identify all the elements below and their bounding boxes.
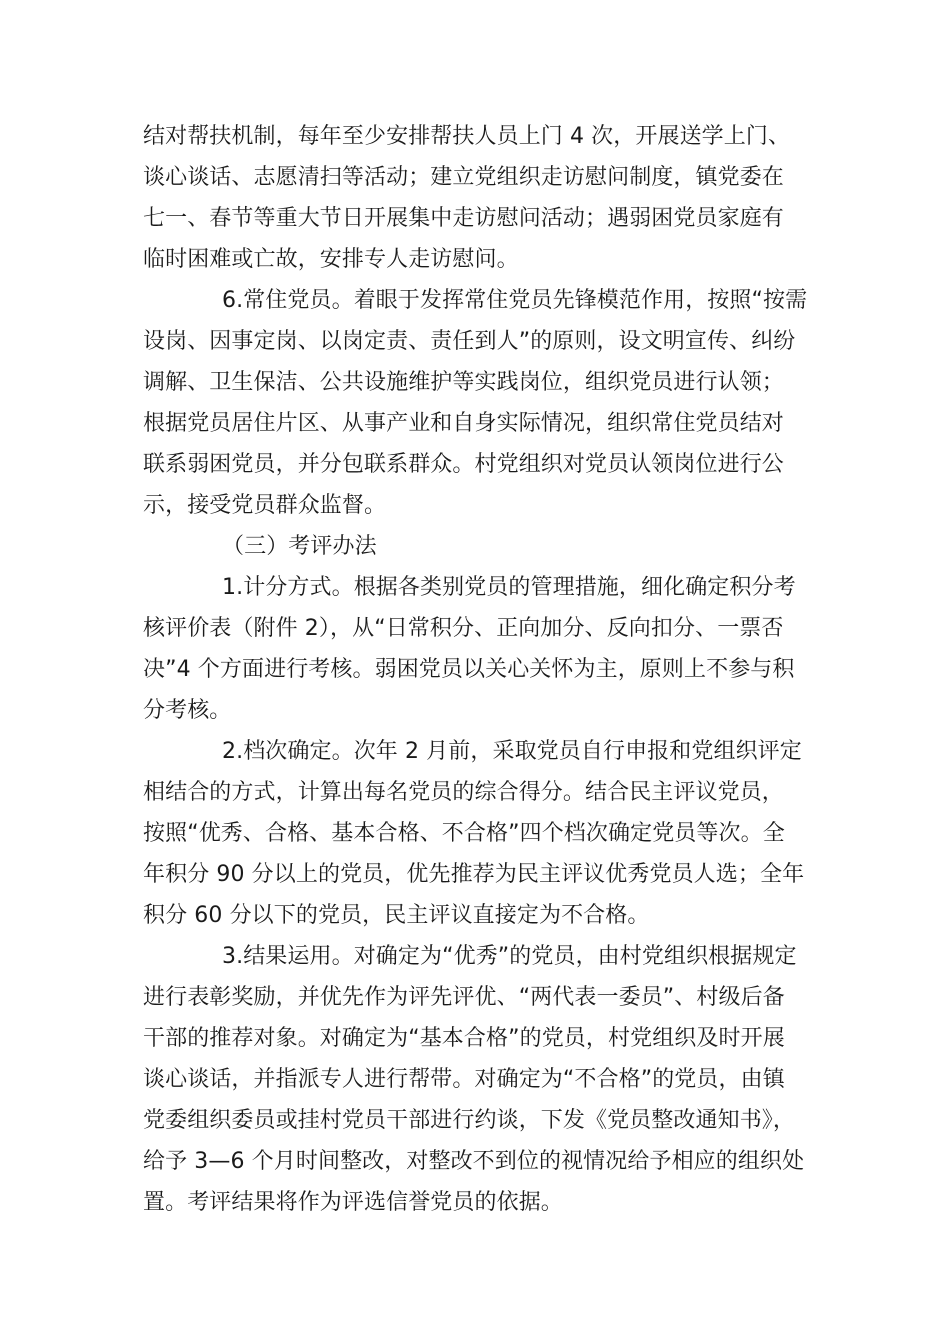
text-line: 按照“优秀、合格、基本合格、不合格”四个档次确定党员等次。全 (143, 821, 785, 846)
text-line: 相结合的方式，计算出每名党员的综合得分。结合民主评议党员， (143, 780, 784, 805)
text-line: 3.结果运用。对确定为“优秀”的党员，由村党组织根据规定 (222, 944, 797, 969)
text-line: 置。考评结果将作为评选信誉党员的依据。 (143, 1190, 563, 1215)
text-line: 结对帮扶机制，每年至少安排帮扶人员上门 4 次，开展送学上门、 (143, 124, 791, 149)
text-line: 调解、卫生保洁、公共设施维护等实践岗位，组织党员进行认领； (143, 370, 784, 395)
text-line: 谈心谈话，并指派专人进行帮带。对确定为“不合格”的党员，由镇 (143, 1067, 785, 1092)
text-line: 1.计分方式。根据各类别党员的管理措施，细化确定积分考 (222, 575, 796, 600)
text-line: 年积分 90 分以上的党员，优先推荐为民主评议优秀党员人选；全年 (143, 862, 805, 887)
text-line: 临时困难或亡故，安排专人走访慰问。 (143, 247, 519, 272)
section-heading: （三）考评办法 (222, 534, 377, 559)
text-line: 干部的推荐对象。对确定为“基本合格”的党员，村党组织及时开展 (143, 1026, 785, 1051)
text-line: 进行表彰奖励，并优先作为评先评优、“两代表一委员”、村级后备 (143, 985, 785, 1010)
text-line: 分考核。 (143, 698, 232, 723)
text-line: 谈心谈话、志愿清扫等活动；建立党组织走访慰问制度，镇党委在 (143, 165, 784, 190)
text-line: 积分 60 分以下的党员，民主评议直接定为不合格。 (143, 903, 650, 928)
text-line: 设岗、因事定岗、以岗定责、责任到人”的原则，设文明宣传、纠纷 (143, 329, 796, 354)
text-line: 2.档次确定。次年 2 月前，采取党员自行申报和党组织评定 (222, 739, 802, 764)
text-line: 给予 3—6 个月时间整改，对整改不到位的视情况给予相应的组织处 (143, 1149, 805, 1174)
text-line: 示，接受党员群众监督。 (143, 493, 387, 518)
text-line: 核评价表（附件 2），从“日常积分、正向加分、反向扣分、一票否 (143, 616, 784, 641)
text-line: 党委组织委员或挂村党员干部进行约谈，下发《党员整改通知书》， (143, 1108, 796, 1133)
text-line: 6.常住党员。着眼于发挥常住党员先锋模范作用，按照“按需 (222, 288, 808, 313)
text-line: 七一、春节等重大节日开展集中走访慰问活动；遇弱困党员家庭有 (143, 206, 784, 231)
text-line: 联系弱困党员，并分包联系群众。村党组织对党员认领岗位进行公 (143, 452, 784, 477)
text-line: 根据党员居住片区、从事产业和自身实际情况，组织常住党员结对 (143, 411, 784, 436)
text-line: 决”4 个方面进行考核。弱困党员以关心关怀为主，原则上不参与积 (143, 657, 795, 682)
